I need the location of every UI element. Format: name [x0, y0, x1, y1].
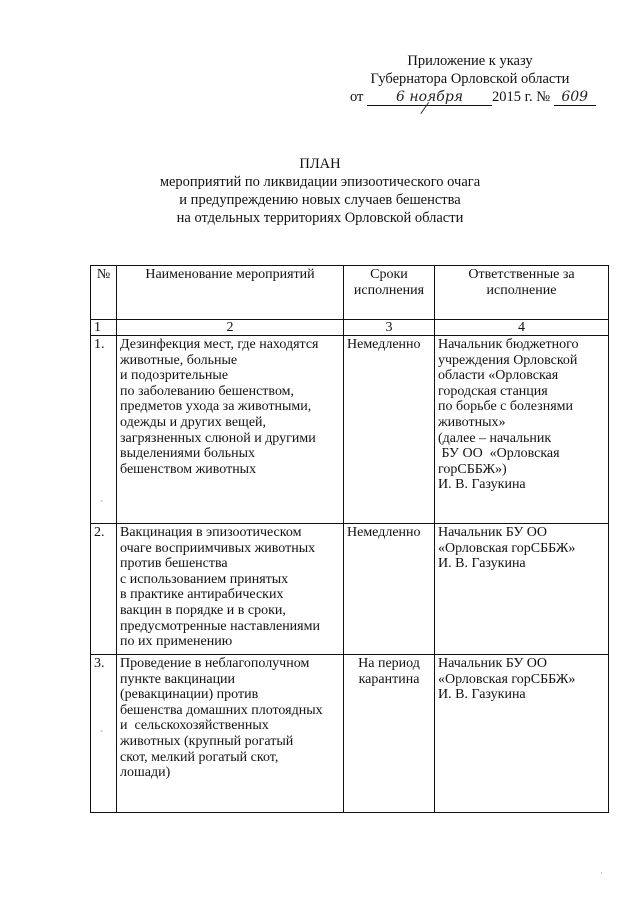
cell-line: по борьбе с болезнями [438, 399, 573, 415]
row-name [117, 655, 344, 813]
cell-line: выделениями больных [120, 446, 256, 462]
cell-line: (ревакцинации) против [120, 687, 259, 703]
row-number: 2. [91, 524, 117, 655]
row-name [117, 524, 344, 655]
cell-line: и сельскохозяйственных [120, 718, 269, 734]
cell-line: Начальник бюджетного [438, 337, 579, 352]
row-number: 3. [91, 655, 117, 813]
header-number: № [91, 266, 117, 320]
cell-line: вакцин в порядке и в сроки, [120, 602, 286, 618]
cell-line: горСББЖ») [438, 461, 507, 477]
cell-line: области «Орловская [438, 368, 559, 384]
table-header-row [91, 266, 609, 320]
scan-speck: · [600, 868, 603, 878]
cell-line: «Орловская горСББЖ» [438, 671, 576, 687]
cell-line: по их применению [120, 634, 233, 650]
row-responsible [435, 524, 609, 655]
cell-line: скот, мелкий рогатый скот, [120, 749, 279, 765]
cell-line: животных» [438, 414, 506, 430]
cell-line: карантина [358, 671, 420, 687]
cell-line: И. В. Газукина [438, 556, 526, 572]
row-term [344, 336, 435, 524]
cell-line: городская станция [438, 383, 548, 399]
cell-line: Дезинфекция мест, где находятся [120, 337, 319, 352]
cell-line: одежды и других вещей, [120, 414, 267, 430]
row-term [344, 655, 435, 813]
row-responsible [435, 336, 609, 524]
number-blank [554, 88, 596, 106]
column-number: 2 [117, 320, 344, 336]
table-row [91, 655, 609, 813]
appendix-date-line [340, 88, 600, 106]
cell-line: И. В. Газукина [438, 477, 526, 493]
scan-speck: ` [100, 500, 104, 511]
cell-line: с использованием принятых [120, 571, 289, 587]
cell-line: Начальник БУ ОО [438, 525, 547, 540]
row-term [344, 524, 435, 655]
date-prefix: от [350, 89, 364, 105]
cell-line: Немедленно [347, 337, 421, 352]
cell-line: по заболеванию бешенством, [120, 383, 295, 399]
row-number: 1. [91, 336, 117, 524]
cell-line: Вакцинация в эпизоотическом [120, 525, 302, 540]
column-number-row [91, 320, 609, 336]
cell-line: «Орловская горСББЖ» [438, 540, 576, 556]
cell-line: против бешенства [120, 556, 228, 572]
cell-line: животные, больные [120, 352, 238, 368]
title-line-1: ПЛАН [299, 156, 341, 172]
scan-speck: ` [100, 730, 104, 741]
cell-line: учреждения Орловской [438, 352, 578, 368]
header-term: Сроки исполнения [344, 266, 435, 320]
cell-line: бешенством животных [120, 461, 257, 477]
cell-line: предметов ухода за животными, [120, 399, 312, 415]
document-title [0, 155, 640, 227]
cell-line: На период [358, 656, 420, 671]
title-line-4: на отдельных территориях Орловской области [176, 210, 464, 226]
column-number: 1 [91, 320, 117, 336]
cell-line: предусмотренные наставлениями [120, 618, 320, 634]
cell-line: И. В. Газукина [438, 687, 526, 703]
cell-line: Начальник БУ ОО [438, 656, 547, 671]
cell-line: очаге восприимчивых животных [120, 540, 316, 556]
plan-table [90, 265, 609, 813]
cell-line: загрязненных слюной и другими [120, 430, 316, 446]
cell-line: Немедленно [347, 525, 421, 540]
row-responsible [435, 655, 609, 813]
appendix-line-2: Губернатора Орловской области [370, 71, 570, 87]
table-row [91, 336, 609, 524]
cell-line: животных (крупный рогатый [120, 733, 294, 749]
year-text: 2015 г. № [492, 89, 551, 105]
column-number: 4 [435, 320, 609, 336]
cell-line: БУ ОО «Орловская [438, 446, 560, 462]
cell-line: бешенства домашних плотоядных [120, 702, 323, 718]
handwritten-number: 609 [561, 89, 589, 105]
title-line-3: и предупреждению новых случаев бешенства [179, 192, 461, 208]
cell-line: Проведение в неблагополучном [120, 656, 310, 671]
handwritten-date: 6 ноября [396, 89, 464, 105]
appendix-block [340, 52, 600, 106]
header-responsible: Ответственные за исполнение [435, 266, 609, 320]
cell-line: (далее – начальник [438, 430, 552, 446]
cell-line: и подозрительные [120, 368, 229, 384]
table-row [91, 524, 609, 655]
cell-line: в практике антирабических [120, 587, 284, 603]
cell-line: лошади) [120, 765, 171, 781]
title-line-2: мероприятий по ликвидации эпизоотического очага [159, 174, 481, 190]
appendix-line-1: Приложение к указу [407, 53, 533, 69]
cell-line: пункте вакцинации [120, 671, 236, 687]
header-name: Наименование мероприятий [117, 266, 344, 320]
column-number: 3 [344, 320, 435, 336]
row-name [117, 336, 344, 524]
